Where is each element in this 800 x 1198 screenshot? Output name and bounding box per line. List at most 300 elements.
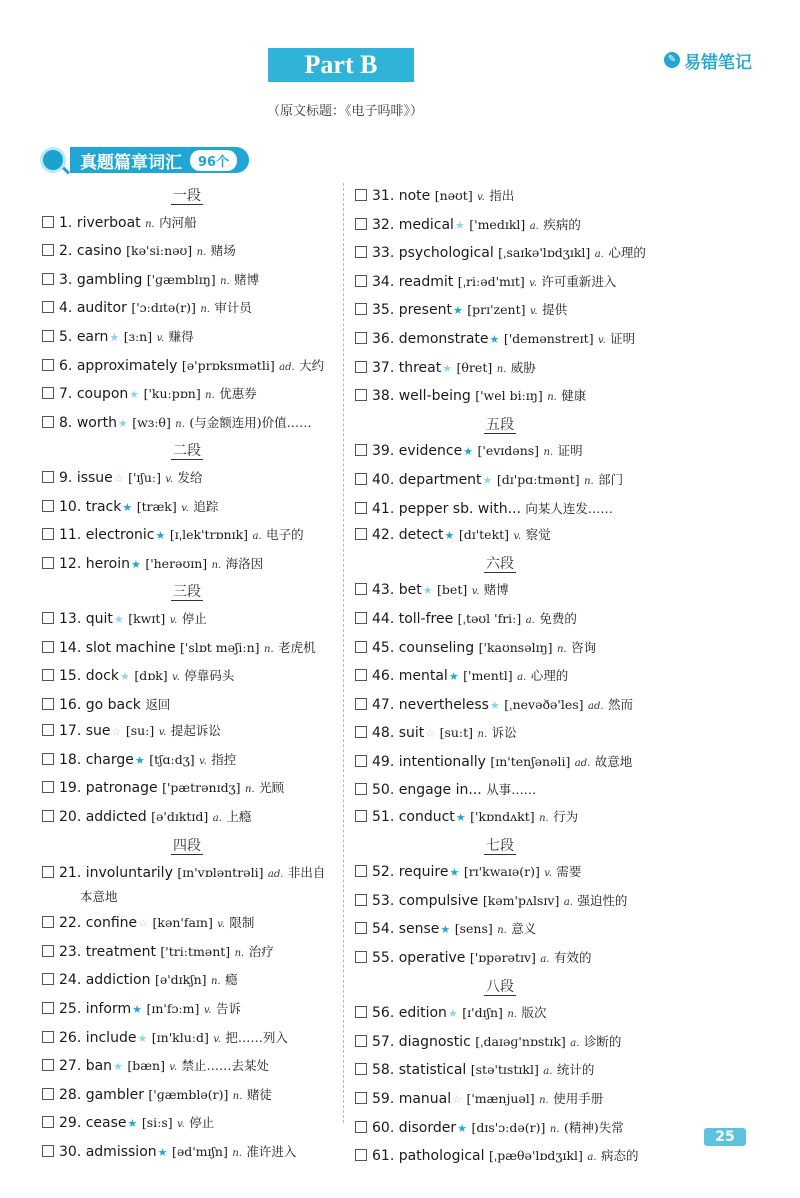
phonetic: ['mentl] [463,668,513,684]
paragraph-label: 一段 [173,188,201,204]
meaning: 赌徒 [246,1086,272,1102]
item-number: 9. [59,469,73,486]
vocab-word: earn [76,328,109,345]
phonetic: [dɪ'pɑːtmənt] [496,471,580,487]
vocab-word: gambler [85,1086,144,1103]
item-number: 32. [372,216,395,233]
meaning: 停靠码头 [184,668,235,684]
part-of-speech: a. [517,672,527,684]
part-of-speech: n. [175,418,185,430]
checkbox[interactable] [355,189,367,201]
vocab-item [42,692,332,719]
checkbox[interactable] [42,669,54,681]
vocab-item [355,1115,645,1144]
phonetic: [dɒk] [134,668,168,684]
vocab-word: readmit [398,273,454,290]
phonetic: [ɪ'dɪʃn] [462,1005,503,1021]
checkbox[interactable] [355,1121,367,1133]
item-number: 20. [59,809,82,826]
meaning: 统计的 [556,1062,595,1078]
vocab-word: coupon [76,386,129,403]
part-of-speech: v. [217,919,225,931]
part-of-speech: a. [543,1066,553,1078]
checkbox[interactable] [42,781,54,793]
checkbox[interactable] [42,1002,54,1014]
star-icon: ★ [489,332,500,346]
phonetic: [kəm'pʌlsɪv] [482,892,560,908]
phonetic: [θret] [456,359,493,375]
checkbox[interactable] [355,641,367,653]
vocab-word: diagnostic [398,1033,471,1050]
phonetic: ['ɡæmblɪŋ] [146,271,216,287]
checkbox[interactable] [42,641,54,653]
phonetic: [ɪn'tenʃənəli] [490,753,571,769]
vocab-word: well-being [398,388,471,405]
part-of-speech: v. [181,502,189,514]
vocab-item [42,804,332,833]
checkbox[interactable] [355,698,367,710]
checkbox[interactable] [355,1035,367,1047]
checkbox[interactable] [355,473,367,485]
vocab-word: track [85,498,122,515]
item-number: 40. [372,471,395,488]
phonetic: [ə'dɪktɪd] [151,809,209,825]
item-number: 60. [372,1119,395,1136]
star-icon: ★ [119,670,130,684]
meaning: 停止 [181,610,207,626]
checkbox[interactable] [355,669,367,681]
checkbox[interactable] [42,945,54,957]
part-of-speech: n. [232,1148,242,1159]
item-number: 46. [372,668,395,685]
phonetic: [ˌsaɪkə'lɒdʒɪkl] [498,245,591,261]
vocab-item [355,467,645,496]
meaning: 提起诉讼 [170,723,221,739]
paragraph-label: 八段 [486,978,514,995]
phonetic: [wɜːθ] [132,414,171,430]
part-of-speech: v. [203,1005,212,1017]
part-of-speech: n. [549,1123,560,1135]
meaning: 部门 [598,471,624,487]
vocab-word: confine [85,915,138,932]
meaning: 非出自 [287,865,326,881]
item-number: 52. [372,864,395,881]
vocab-word: medical [398,216,454,233]
checkbox[interactable] [355,726,367,738]
vocab-word: counseling [398,639,475,656]
checkbox[interactable] [355,755,367,767]
phonetic: [træk] [136,498,177,514]
checkbox[interactable] [42,1059,54,1071]
checkbox[interactable] [355,361,367,373]
checkbox[interactable] [355,444,367,456]
item-number: 17. [59,723,82,740]
vocab-column-right [355,183,645,1172]
phonetic: [ɪn'vɒləntrəli] [177,865,264,881]
phonetic: ['kɒndʌkt] [470,809,535,825]
item-number: 19. [59,780,82,797]
part-of-speech: n. [205,390,215,402]
item-number: 45. [372,639,395,656]
checkbox[interactable] [355,528,367,540]
vocab-word: riverboat [76,214,141,231]
meaning-continued: 本意地 [80,889,118,905]
vocab-word: conduct [398,809,455,826]
checkbox[interactable] [42,244,54,256]
part-of-speech: n. [497,925,507,937]
meaning: 电子的 [266,527,304,543]
phonetic: [tʃɑːdʒ] [149,751,195,767]
vocab-word: pepper sb. with... [398,500,521,517]
checkbox[interactable] [42,528,54,540]
paragraph-heading [42,833,332,860]
vocab-word: psychological [398,245,494,262]
item-number: 48. [372,725,395,742]
star-icon: ★ [113,612,124,626]
item-number: 34. [372,273,395,290]
pen-icon: ✎ [664,52,680,68]
part-of-speech: ad. [267,869,284,881]
checkbox[interactable] [42,387,54,399]
vocab-item [355,183,645,212]
phonetic: [kwɪt] [128,610,166,626]
meaning: 停止 [189,1115,215,1131]
checkbox[interactable] [42,273,54,285]
part-of-speech: n. [234,947,245,959]
vocab-word: quit [85,610,113,627]
item-number: 42. [372,527,395,544]
meaning: 限制 [229,915,255,931]
star-icon: ★ [448,670,459,684]
meaning: 海洛因 [225,555,264,571]
checkbox[interactable] [42,810,54,822]
brand-label: 易错笔记 [684,52,752,73]
checkbox[interactable] [42,330,54,342]
item-number: 61. [372,1148,395,1165]
item-number: 7. [59,386,73,403]
checkbox[interactable] [42,557,54,569]
part-of-speech: n. [496,363,507,375]
vocab-word: evidence [398,443,463,460]
vocab-word: compulsive [398,892,479,909]
star-icon: ★ [122,500,133,514]
checkbox[interactable] [355,612,367,624]
part-of-speech: ad. [279,361,295,373]
vocab-word: engage in... [398,782,482,799]
brand-logo [664,48,752,72]
meaning: 告诉 [215,1001,241,1017]
checkbox[interactable] [42,1088,54,1100]
paragraph-heading [42,438,332,465]
checkbox[interactable] [355,922,367,934]
part-of-speech: v. [156,332,165,344]
vocab-item [42,551,332,580]
meaning: 优惠券 [219,386,257,402]
item-number: 16. [59,696,82,713]
meaning: 诊断的 [583,1033,622,1049]
meaning: 版次 [521,1005,547,1021]
paragraph-heading [355,833,645,860]
checkbox[interactable] [355,389,367,401]
checkbox[interactable] [355,783,367,795]
star-icon: ★ [109,330,120,344]
item-number: 54. [372,921,395,938]
vocab-word: edition [398,1005,447,1022]
star-icon: ★ [157,1146,168,1159]
star-icon: ☆ [111,725,122,739]
checkbox[interactable] [42,724,54,736]
checkbox[interactable] [355,583,367,595]
vocab-item [42,267,332,296]
checkbox[interactable] [42,1145,54,1157]
vocab-word: casino [76,243,122,260]
item-number: 29. [59,1115,82,1132]
phonetic: [ɪn'kluːd] [151,1029,209,1045]
meaning: 指控 [211,751,237,767]
part-of-speech: n. [145,218,155,230]
part-of-speech: n. [539,1095,549,1106]
vocab-item [42,522,332,551]
checkbox[interactable] [355,1149,367,1161]
vocab-word: inform [85,1001,132,1018]
phonetic: ['kuːpɒn] [143,386,201,402]
part-of-speech: n. [196,247,207,259]
meaning: 光顾 [259,780,285,796]
item-number: 14. [59,639,82,656]
checkbox[interactable] [355,303,367,315]
vocab-word: sue [85,723,111,740]
vocab-word: worth [76,414,117,431]
meaning: 上瘾 [226,809,252,825]
phonetic: [bet] [437,582,468,598]
checkbox[interactable] [355,894,367,906]
vocab-word: involuntarily [85,865,173,882]
checkbox[interactable] [42,973,54,985]
meaning: 证明 [557,443,583,459]
phonetic: ['evɪdəns] [477,443,540,459]
checkbox[interactable] [355,218,367,230]
item-number: 8. [59,414,73,431]
part-of-speech: n. [211,976,221,988]
part-of-speech: n. [584,475,594,487]
meaning: 故意地 [594,753,633,769]
star-icon: ★ [482,473,493,487]
item-number: 50. [372,782,395,799]
vocab-item [42,967,332,996]
vocab-word: note [398,188,431,204]
vocab-word: include [85,1029,137,1046]
part-of-speech: v. [213,1033,221,1045]
part-of-speech: n. [556,643,567,655]
meaning: 疾病的 [543,216,581,232]
star-icon: ★ [452,304,463,318]
phonetic: [siːs] [141,1115,173,1131]
phonetic: [ɪn'fɔːm] [146,1001,200,1017]
paragraph-heading [355,551,645,578]
part-of-speech: v. [471,586,480,598]
vocab-item [42,910,332,939]
vocab-item [42,1110,332,1139]
vocab-item [355,663,645,692]
meaning: 审计员 [214,300,252,316]
meaning: 诉讼 [491,725,517,741]
vocab-item [42,663,332,692]
checkbox[interactable] [355,865,367,877]
paragraph-label: 六段 [486,555,514,572]
vocab-item [42,775,332,804]
part-of-speech: v. [513,531,522,543]
part-of-speech: n. [264,643,274,655]
magnifier-icon [40,147,66,173]
checkbox[interactable] [355,502,367,514]
item-number: 11. [59,527,82,544]
meaning: 禁止……去某处 [181,1058,270,1074]
paragraph-label: 七段 [486,837,514,854]
vocab-word: disorder [398,1119,457,1136]
checkbox[interactable] [355,1063,367,1075]
part-of-speech: a. [252,531,262,543]
vocab-item [355,355,645,384]
checkbox[interactable] [42,916,54,928]
star-icon: ★ [442,361,453,375]
checkbox[interactable] [42,1116,54,1128]
vocab-word: treatment [85,943,156,960]
item-number: 23. [59,943,82,960]
vocab-item [355,749,645,778]
vocab-item [355,720,645,749]
checkbox[interactable] [42,301,54,313]
checkbox[interactable] [42,753,54,765]
checkbox[interactable] [355,1006,367,1018]
star-icon: ★ [113,1060,123,1074]
phonetic: [suːt] [439,725,474,741]
meaning: 强迫性的 [577,892,628,908]
vocab-word: bet [398,582,422,599]
phonetic: [kən'faɪn] [152,915,213,931]
part-of-speech: v. [165,473,174,485]
meaning: 察觉 [525,527,551,543]
vocab-item [42,747,332,776]
phonetic: [ˌtəʊl 'friː] [457,610,522,626]
vocab-item [355,577,645,606]
meaning: 证明 [610,330,636,346]
meaning: 许可重新进入 [541,273,617,289]
meaning: 瘾 [225,972,238,988]
checkbox[interactable] [42,416,54,428]
checkbox[interactable] [42,866,54,878]
phonetic: [ə'dɪkʃn] [154,972,207,988]
star-icon: ★ [455,811,466,825]
checkbox[interactable] [42,698,54,710]
vocab-item [355,1057,645,1086]
part-of-speech: n. [543,447,554,459]
star-icon: ★ [132,1003,142,1017]
part-of-speech: v. [529,306,538,318]
checkbox[interactable] [42,500,54,512]
checkbox[interactable] [355,951,367,963]
item-number: 58. [372,1062,395,1079]
item-number: 5. [59,328,73,345]
vocab-word: auditor [76,300,127,317]
checkbox[interactable] [42,216,54,228]
phonetic: [prɪ'zent] [467,302,526,318]
vocab-item [42,465,332,494]
checkbox[interactable] [355,275,367,287]
vocab-word: addicted [85,809,147,826]
paragraph-heading [355,974,645,1001]
vocab-word: gambling [76,271,143,288]
item-number: 31. [372,188,395,204]
meaning: (与金额连用)价值…… [189,414,312,430]
item-number: 47. [372,696,395,713]
item-number: 36. [372,330,395,347]
checkbox[interactable] [355,246,367,258]
phonetic: ['pætrənɪdʒ] [162,780,241,796]
paragraph-heading [355,412,645,439]
vocab-word: heroin [85,555,130,572]
phonetic: ['triːtmənt] [160,943,231,959]
vocab-item [42,996,332,1025]
vocab-word: patronage [85,780,158,797]
part-of-speech: a. [587,1152,597,1164]
item-number: 10. [59,498,82,515]
vocab-word: charge [85,751,134,768]
meaning: 指出 [489,188,515,203]
phonetic: [dɪ'tekt] [458,527,510,543]
checkbox[interactable] [42,471,54,483]
paragraph-heading [42,183,332,210]
item-number: 22. [59,915,82,932]
vocab-item [355,383,645,412]
vocab-item [42,210,332,239]
checkbox[interactable] [355,1092,367,1104]
star-icon: ★ [155,529,166,543]
item-number: 35. [372,302,395,319]
star-icon: ★ [440,923,451,937]
paragraph-heading [42,579,332,606]
vocab-word: toll-free [398,610,454,627]
part-of-speech: v. [158,727,167,739]
vocab-word: threat [398,359,442,376]
item-number: 33. [372,245,395,262]
star-icon: ★ [457,1121,467,1135]
checkbox[interactable] [42,1031,54,1043]
item-number: 12. [59,555,82,572]
item-number: 49. [372,753,395,770]
vocab-item [355,297,645,326]
vocab-item [42,1139,332,1168]
vocab-item [42,295,332,324]
original-title: （原文标题：《电子吗啡》） [266,104,423,119]
vocab-word: present [398,302,452,319]
part-of-speech: ad. [574,757,591,769]
meaning: 提供 [542,302,568,318]
checkbox[interactable] [42,612,54,624]
checkbox[interactable] [355,332,367,344]
meaning: 内河船 [159,214,197,230]
item-number: 25. [59,1001,82,1018]
vocab-item [355,1086,645,1115]
phonetic: [ə'prɒksɪmətli] [181,357,275,373]
checkbox[interactable] [42,359,54,371]
phonetic: ['demənstreɪt] [503,330,594,346]
meaning: 赌博 [234,271,260,287]
vocab-item [355,692,645,721]
item-number: 43. [372,582,395,599]
star-icon: ★ [137,1031,148,1045]
checkbox[interactable] [355,810,367,822]
item-number: 18. [59,751,82,768]
